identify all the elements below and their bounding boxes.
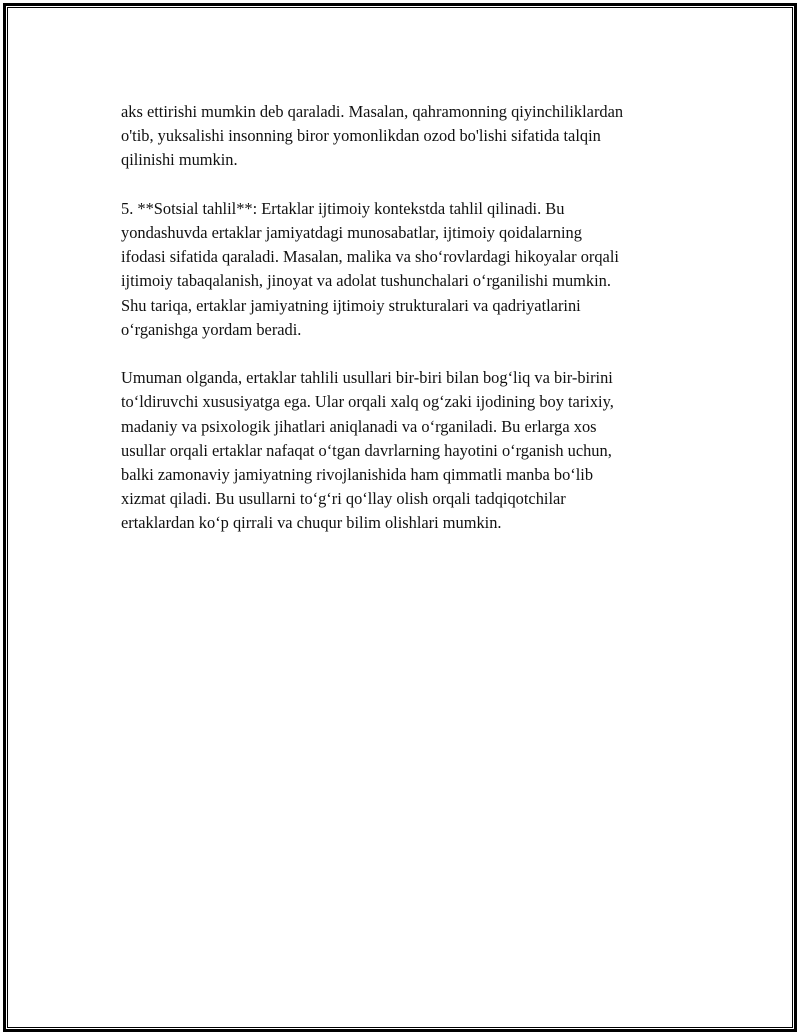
paragraph-conclusion: Umuman olganda, ertaklar tahlili usullari bir-biri bilan bog‘liq va bir-birini to‘ldiruvchi xususiyatga ega. Ular orqali xalq og‘zaki ijodining boy tarixiy, madaniy va psixologik jihatlari aniqlanadi va o‘rganiladi. Bu erlarga xos usullar orqali ertaklar nafaqat o‘tgan davrlarning hayotini o‘rganish uchun, balki zamonaviy jamiyatning rivojlanishida ham qimmatli manba bo‘lib xizmat qiladi. Bu usullarni to‘g‘ri qo‘llay olish orqali tadqiqotchilar ertaklardan ko‘p qirrali va chuqur bilim olishlari mumkin. (121, 368, 614, 533)
document-body (121, 100, 696, 560)
paragraph-social-analysis: 5. **Sotsial tahlil**: Ertaklar ijtimoiy kontekstda tahlil qilinadi. Bu yondashuvda ertaklar jamiyatdagi munosabatlar, ijtimoiy qoidalarning ifodasi sifatida qaraladi. Masalan, malika va sho‘rovlardagi hikoyalar orqali ijtimoiy tabaqalanish, jinoyat va adolat tushunchalari o‘rganilishi mumkin. Shu tariqa, ertaklar jamiyatning ijtimoiy strukturalari va qadriyatlarini o‘rganishga yordam beradi. (121, 198, 619, 339)
document-page (3, 3, 797, 1032)
paragraph-continuation: aks ettirishi mumkin deb qaraladi. Masalan, qahramonning qiyinchiliklardan o'tib, yuksalishi insonning biror yomonlikdan ozod bo'lishi sifatida talqin qilinishi mumkin. (121, 102, 624, 170)
